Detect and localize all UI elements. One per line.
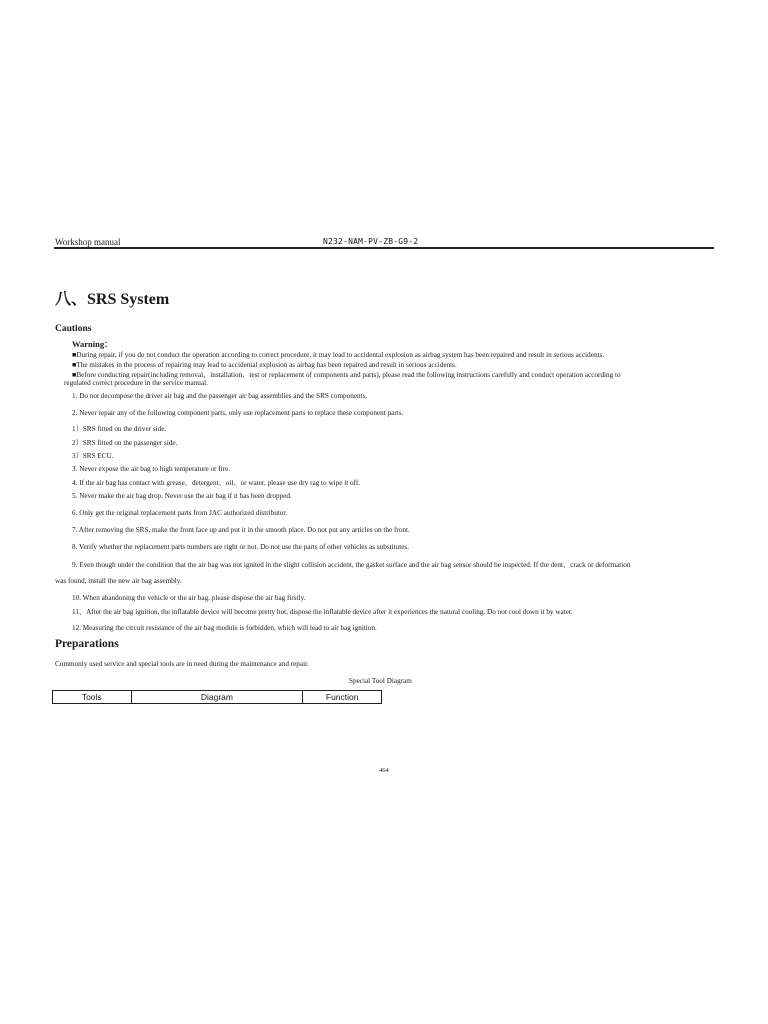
caution-item: 3）SRS ECU.: [72, 452, 114, 460]
warning-line: ■During repair, if you do not conduct the operation according to correct procedure, it may lead to accidental explosion as airbag system has been repaired and result in serious accidents.: [72, 351, 605, 359]
table-caption: Special Tool Diagram: [349, 677, 412, 685]
caution-item: 5. Never make the air bag drop. Never use the air bag if it has been dropped.: [72, 492, 292, 500]
document-code: N232-NAM-PV-ZB-G9-2: [323, 237, 419, 246]
column-header-function: Function: [303, 691, 382, 704]
preparations-text: Commonly used service and special tools are in need during the maintenance and repair.: [55, 660, 309, 668]
column-header-tools: Tools: [53, 691, 132, 704]
preparations-heading: Preparations: [55, 638, 119, 650]
column-header-diagram: Diagram: [131, 691, 303, 704]
caution-item: 10. When abandoning the vehicle or the air bag, please dispose the air bag firstly.: [72, 594, 306, 602]
caution-item: 3. Never expose the air bag to high temperature or fire.: [72, 465, 231, 473]
caution-item: 4. If the air bag has contact with grease、detergent、oil、or water, please use dry rag to wipe it off.: [72, 479, 361, 487]
caution-item: 2. Never repair any of the following component parts, only use replacement parts to replace these component parts.: [72, 409, 404, 417]
page-number: 464: [379, 767, 389, 774]
caution-item: 12. Measuring the circuit resistance of the air bag module is forbidden, which will lead to air bag ignition.: [72, 624, 377, 632]
caution-item: 11、After the air bag ignition, the inflatable device will become pretty hot, dispose the inflatable device after it experiences the natural cooling. Do not cool down it by water.: [72, 608, 573, 616]
warning-line: ■Before conducting repair(including removal、installation、test or replacement of components and parts), please read the following instructions carefully and conduct operation according to: [72, 371, 621, 379]
header-rule: [54, 247, 714, 249]
section-title: 八、SRS System: [55, 291, 170, 308]
warning-label: Warning：: [72, 339, 113, 349]
caution-item: 1）SRS fitted on the driver side.: [72, 425, 167, 433]
warning-line: ■The mistakes in the process of repairing may lead to accidental explosion as airbag has been repaired and result in serious accidents.: [72, 361, 457, 369]
caution-item: 6. Only get the original replacement parts from JAC authorized distributor.: [72, 509, 288, 517]
caution-item: 8. Verify whether the replacement parts numbers are right or not. Do not use the parts of other vehicles as substitutes.: [72, 543, 409, 551]
caution-item: was found, install the new air bag assembly.: [55, 577, 182, 585]
caution-item: 9. Even though under the condition that the air bag was not ignited in the slight collision accident, the gasket surface and the air bag sensor should be inspected. If the dent、crack or deformation: [72, 561, 631, 569]
special-tool-table: [52, 690, 382, 704]
header-title: Workshop manual: [55, 237, 121, 247]
caution-item: 2）SRS fitted on the passenger side.: [72, 439, 178, 447]
caution-item: 1. Do not decompose the driver air bag and the passenger air bag assemblies and the SRS components.: [72, 392, 368, 400]
warning-line: regulated correct procedure in the service manual.: [64, 379, 208, 387]
table-header-row: [53, 691, 382, 704]
caution-item: 7. After removing the SRS, make the front face up and put it in the smooth place. Do not put any articles on the front.: [72, 526, 410, 534]
cautions-heading: Cautions: [55, 324, 92, 334]
